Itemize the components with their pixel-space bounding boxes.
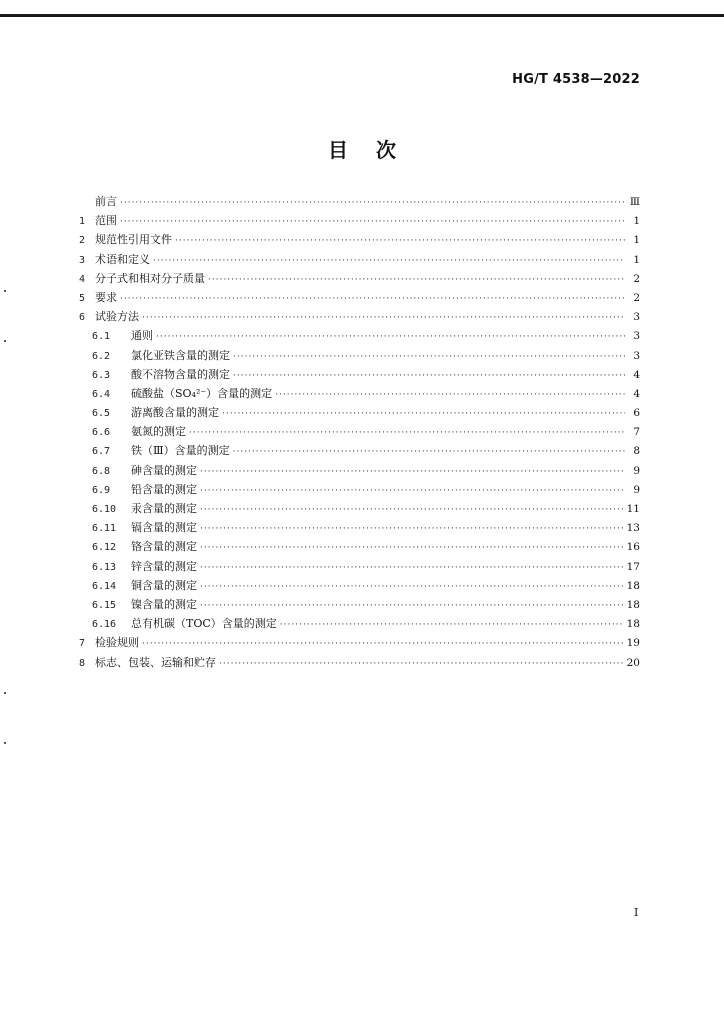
toc-entry[interactable] <box>79 614 640 633</box>
toc-entry[interactable] <box>79 365 640 384</box>
toc-entry[interactable] <box>79 595 640 614</box>
toc-entry-number: 6.1 <box>92 331 111 343</box>
toc-entry-page: Ⅲ <box>629 196 640 208</box>
toc-entry-page: 1 <box>633 234 640 247</box>
toc-entry-title: 标志、包装、运输和贮存 <box>95 655 216 669</box>
toc-entry[interactable] <box>79 326 640 345</box>
toc-entry-number: 6.15 <box>92 599 117 611</box>
scan-mark <box>4 290 6 292</box>
toc-entry-title: 要求 <box>95 290 117 304</box>
toc-entry[interactable] <box>79 576 640 595</box>
toc-entry-number: 6.2 <box>92 350 111 362</box>
toc-dot-leader <box>200 539 624 558</box>
toc-entry-page: 11 <box>626 503 640 515</box>
toc-entry-page: 1 <box>633 215 640 228</box>
toc-dot-leader <box>200 482 625 501</box>
toc-entry-title: 氨氮的测定 <box>131 425 186 439</box>
toc-entry-title: 范围 <box>95 214 117 228</box>
toc-dot-leader <box>142 309 625 328</box>
table-of-contents <box>79 192 640 672</box>
toc-entry[interactable] <box>79 537 640 556</box>
toc-entry-title: 镍含量的测定 <box>131 597 197 611</box>
standard-code: HG/T 4538—2022 <box>512 72 640 87</box>
toc-entry-title: 术语和定义 <box>95 252 150 266</box>
toc-entry[interactable] <box>79 346 640 365</box>
toc-entry-title: 砷含量的测定 <box>131 463 197 477</box>
toc-entry-number: 6.12 <box>92 542 117 554</box>
toc-entry-number: 6.7 <box>92 446 111 458</box>
toc-entry-page: 8 <box>633 445 640 458</box>
toc-entry-page: 3 <box>633 330 640 343</box>
toc-entry-title: 氯化亚铁含量的测定 <box>131 348 230 362</box>
toc-dot-leader <box>175 232 625 251</box>
toc-entry-title: 硫酸盐（SO₄²⁻）含量的测定 <box>131 386 273 400</box>
toc-entry-title: 规范性引用文件 <box>95 233 172 247</box>
toc-entry-page: 20 <box>626 656 640 669</box>
toc-entry-number: 6.11 <box>92 523 117 535</box>
toc-entry-title: 游离酸含量的测定 <box>131 406 219 420</box>
toc-entry[interactable] <box>79 211 640 230</box>
toc-entry[interactable] <box>79 518 640 537</box>
toc-entry[interactable] <box>79 269 640 288</box>
top-rule <box>0 14 724 17</box>
toc-dot-leader <box>200 463 625 482</box>
toc-entry-number: 4 <box>79 273 86 285</box>
toc-entry-number: 6.3 <box>92 369 111 381</box>
toc-entry-page: 18 <box>626 579 640 592</box>
toc-entry-title: 汞含量的测定 <box>131 502 197 515</box>
toc-entry-page: 19 <box>626 637 640 650</box>
toc-entry[interactable] <box>79 403 640 422</box>
toc-entry-page: 18 <box>626 618 640 631</box>
toc-entry[interactable] <box>79 480 640 499</box>
toc-dot-leader <box>233 367 625 386</box>
toc-entry-number: 6.6 <box>92 427 111 439</box>
toc-entry-number: 3 <box>79 254 86 266</box>
toc-entry[interactable] <box>79 230 640 249</box>
toc-entry[interactable] <box>79 250 640 269</box>
toc-entry-title: 锌含量的测定 <box>131 559 197 573</box>
toc-entry-title: 检验规则 <box>95 636 139 650</box>
toc-entry[interactable] <box>79 441 640 460</box>
toc-dot-leader <box>275 386 625 405</box>
toc-entry-number: 2 <box>79 235 86 247</box>
toc-entry-number: 6.16 <box>92 619 117 631</box>
toc-entry[interactable] <box>79 307 640 326</box>
toc-entry-page: 9 <box>633 483 640 496</box>
toc-dot-leader <box>200 501 624 520</box>
toc-entry-title: 铬含量的测定 <box>131 540 197 554</box>
toc-entry[interactable] <box>79 461 640 480</box>
toc-entry-number: 8 <box>79 657 86 669</box>
toc-entry-page: 17 <box>626 560 640 573</box>
toc-entry-number: 6.8 <box>92 465 111 477</box>
toc-entry-page: 7 <box>633 426 640 439</box>
toc-dot-leader <box>200 559 624 578</box>
toc-entry-number: 7 <box>79 638 86 650</box>
page-title: 目次 <box>328 138 424 162</box>
toc-dot-leader <box>208 271 625 290</box>
toc-entry-number: 6 <box>79 312 86 324</box>
toc-entry[interactable] <box>79 384 640 403</box>
toc-entry-title: 总有机碳（TOC）含量的测定 <box>131 617 277 631</box>
toc-entry[interactable] <box>79 499 640 518</box>
toc-entry-page: 3 <box>633 349 640 362</box>
toc-entry-number: 6.5 <box>92 408 111 420</box>
toc-entry-title: 铁（Ⅲ）含量的测定 <box>131 444 230 458</box>
toc-entry-page: 16 <box>626 541 640 554</box>
toc-entry-page: 4 <box>633 387 640 400</box>
toc-entry-page: 18 <box>626 598 640 611</box>
toc-dot-leader <box>120 290 625 309</box>
toc-entry[interactable] <box>79 653 640 672</box>
toc-dot-leader <box>219 655 624 674</box>
toc-dot-leader <box>153 252 625 271</box>
toc-entry-title: 镉含量的测定 <box>131 521 197 535</box>
toc-entry-page: 3 <box>633 311 640 324</box>
toc-entry-number: 6.13 <box>92 561 117 573</box>
toc-dot-leader <box>233 443 625 462</box>
toc-entry-title: 铅含量的测定 <box>131 482 197 496</box>
toc-dot-leader <box>120 194 625 213</box>
toc-entry-title: 通则 <box>131 329 153 343</box>
toc-entry-number: 5 <box>79 292 86 304</box>
toc-entry-number: 6.4 <box>92 388 111 400</box>
toc-entry[interactable] <box>79 557 640 576</box>
toc-dot-leader <box>280 616 624 635</box>
toc-entry-number: 6.14 <box>92 580 117 592</box>
toc-entry-page: 9 <box>633 464 640 477</box>
toc-entry[interactable] <box>79 633 640 652</box>
toc-dot-leader <box>233 348 625 367</box>
toc-entry-page: 4 <box>633 368 640 381</box>
scan-mark <box>4 742 6 744</box>
toc-entry-page: 2 <box>633 272 640 285</box>
toc-entry-page: 13 <box>626 522 640 535</box>
scan-mark <box>4 340 6 342</box>
toc-entry-page: 6 <box>633 407 640 420</box>
scan-mark <box>4 692 6 694</box>
toc-dot-leader <box>200 578 624 597</box>
toc-entry[interactable] <box>79 422 640 441</box>
toc-entry-title: 酸不溶物含量的测定 <box>131 367 230 381</box>
toc-entry-title: 铜含量的测定 <box>131 578 197 592</box>
toc-entry[interactable] <box>79 192 640 211</box>
toc-entry-page: 1 <box>633 253 640 266</box>
toc-entry-title: 前言 <box>95 195 117 208</box>
toc-dot-leader <box>200 520 624 539</box>
toc-dot-leader <box>189 424 625 443</box>
toc-dot-leader <box>222 405 625 424</box>
toc-dot-leader <box>120 213 625 232</box>
toc-entry[interactable] <box>79 288 640 307</box>
page-number: Ⅰ <box>634 906 639 919</box>
toc-entry-title: 分子式和相对分子质量 <box>95 271 205 285</box>
toc-entry-title: 试验方法 <box>95 310 139 324</box>
toc-entry-number: 6.9 <box>92 484 111 496</box>
toc-entry-page: 2 <box>633 291 640 304</box>
toc-entry-number: 6.10 <box>92 504 117 515</box>
toc-entry-number: 1 <box>79 216 86 228</box>
